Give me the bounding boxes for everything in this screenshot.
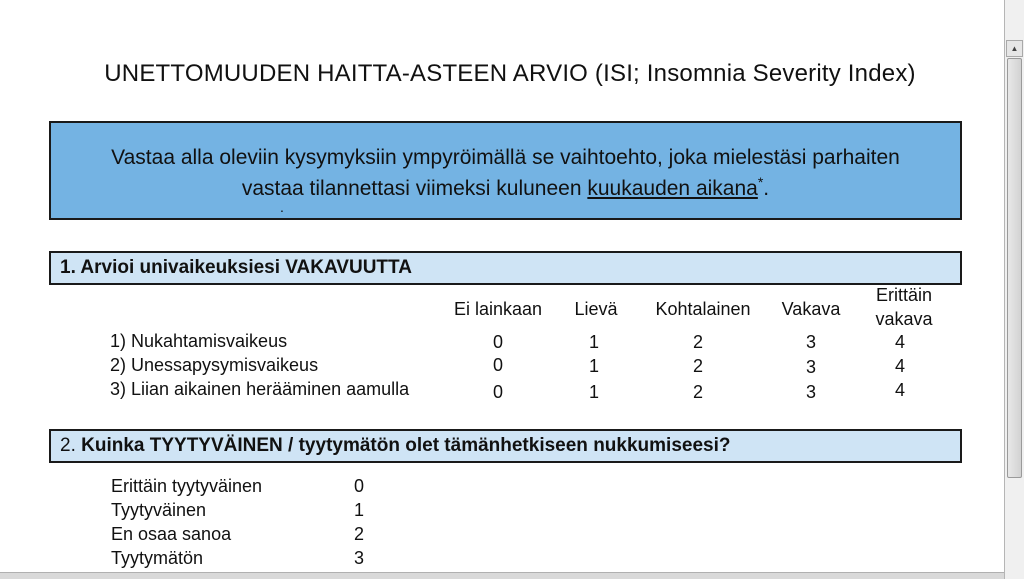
option-value[interactable]: 0	[353, 476, 364, 496]
vertical-scrollbar[interactable]	[1004, 0, 1024, 579]
instruction-emphasis: kuukauden aikana	[587, 177, 758, 200]
answer-option[interactable]: 3	[805, 357, 816, 377]
question-label: 3) Liian aikainen herääminen aamulla	[110, 379, 410, 399]
instruction-period: .	[763, 177, 770, 200]
answer-option[interactable]: 4	[894, 332, 905, 352]
option-value[interactable]: 3	[353, 548, 364, 568]
column-header-vakava: Vakava	[781, 299, 841, 319]
instruction-text: vastaa tilannettasi viimeksi kuluneen	[241, 177, 588, 200]
answer-option[interactable]: 2	[692, 332, 703, 352]
question-label: 1) Nukahtamisvaikeus	[110, 331, 288, 351]
section-question: Kuinka TYYTYVÄINEN / tyytymätön olet tämänhetkiseen nukkumiseesi?	[81, 435, 731, 456]
column-header-lieva: Lievä	[574, 299, 618, 319]
instruction-line-2	[51, 174, 960, 201]
instruction-line-1: Vastaa alla oleviin kysymyksiin ympyröimällä se vaihtoehto, joka mielestäsi parhaiten	[111, 146, 900, 169]
answer-option[interactable]: 3	[805, 382, 816, 402]
answer-option[interactable]: 4	[894, 356, 905, 376]
answer-option[interactable]: 0	[492, 382, 503, 402]
option-label: En osaa sanoa	[111, 524, 232, 544]
answer-option[interactable]: 1	[588, 382, 599, 402]
column-header-kohtalainen: Kohtalainen	[655, 299, 751, 319]
section-2-header	[49, 429, 962, 463]
option-label: Tyytyväinen	[111, 500, 207, 520]
instruction-box	[49, 121, 962, 220]
chevron-up-icon[interactable]: ▲	[1006, 40, 1023, 57]
option-value[interactable]: 1	[353, 500, 364, 520]
answer-option[interactable]: 1	[588, 332, 599, 352]
answer-option[interactable]: 0	[492, 355, 503, 375]
option-label: Tyytymätön	[111, 548, 204, 568]
page-title: UNETTOMUUDEN HAITTA-ASTEEN ARVIO (ISI; Insomnia Severity Index)	[104, 60, 916, 87]
column-header-ei-lainkaan: Ei lainkaan	[453, 299, 543, 319]
option-label: Erittäin tyytyväinen	[111, 476, 263, 496]
answer-option[interactable]: 3	[805, 332, 816, 352]
section-number: 2.	[60, 435, 82, 456]
column-header-line: Erittäin	[875, 285, 933, 305]
scrollbar-thumb[interactable]	[1007, 58, 1022, 478]
question-label: 2) Unessapysymisvaikeus	[110, 355, 319, 375]
footnote-marker: *	[757, 174, 764, 190]
option-value[interactable]: 2	[353, 524, 364, 544]
section-1-header: 1. Arvioi univaikeuksiesi VAKAVUUTTA	[49, 251, 962, 285]
bottom-edge	[0, 572, 1004, 579]
answer-option[interactable]: 0	[492, 332, 503, 352]
column-header-line: vakava	[875, 309, 933, 329]
stray-mark: .	[280, 199, 284, 215]
answer-option[interactable]: 4	[894, 380, 905, 400]
answer-option[interactable]: 1	[588, 356, 599, 376]
answer-option[interactable]: 2	[692, 356, 703, 376]
answer-option[interactable]: 2	[692, 382, 703, 402]
column-header-erittain-vakava	[862, 283, 946, 331]
